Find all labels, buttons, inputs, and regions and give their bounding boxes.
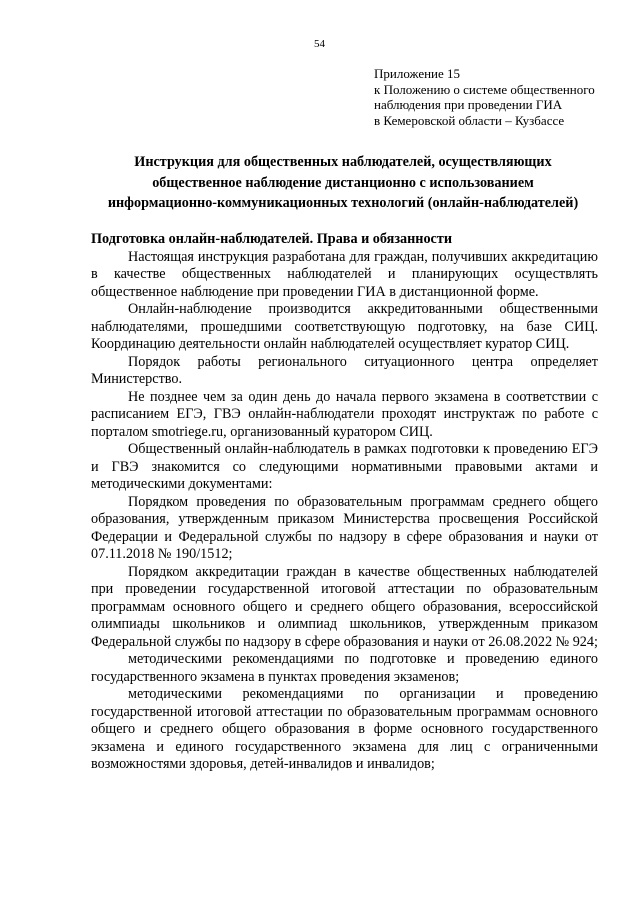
document-title xyxy=(88,152,598,214)
list-item: Порядком проведения по образовательным программам среднего общего образования, утвержденным приказом Министерства просвещения Российской Федерации и Федеральной службы по надзору в сфере образования и науки от 07.11.2018 № 190/1512; xyxy=(91,493,598,562)
title-line: общественное наблюдение дистанционно с использованием xyxy=(152,174,534,191)
section-heading: Подготовка онлайн-наблюдателей. Права и обязанности xyxy=(91,231,452,247)
title-line: Инструкция для общественных наблюдателей, осуществляющих xyxy=(134,154,552,170)
list-item: методическими рекомендациями по организации и проведению государственной итоговой аттестации по образовательным программам основного общего и среднего общего образования в форме основного государственного экзамена и единого государственного экзамена для лиц с ограниченными возможностями здоровья, детей-инвалидов и инвалидов; xyxy=(91,686,598,772)
body-paragraph: Общественный онлайн-наблюдатель в рамках подготовки к проведению ЕГЭ и ГВЭ знакомится со следующими нормативными правовыми актами и методическими документами: xyxy=(91,441,598,492)
list-item: методическими рекомендациями по подготовке и проведению единого государственного экзамена в пунктах проведения экзаменов; xyxy=(91,651,598,685)
appendix-line: Приложение 15 xyxy=(374,66,461,81)
appendix-reference xyxy=(374,66,614,128)
appendix-line: в Кемеровской области – Кузбассе xyxy=(374,112,565,128)
appendix-line: наблюдения при проведении ГИА xyxy=(374,97,563,112)
body-paragraph: Настоящая инструкция разработана для граждан, получивших аккредитацию в качестве общественных наблюдателей и планирующих осуществлять общественное наблюдение при проведении ГИА в дистанционной форме. xyxy=(91,248,598,300)
body-paragraph: Онлайн-наблюдение производится аккредитованными общественными наблюдателями, прошедшими соответствующую подготовку, на базе СИЦ. Координацию деятельности онлайн наблюдателей осуществляет куратор СИЦ. xyxy=(91,301,598,352)
list-item: Порядком аккредитации граждан в качестве общественных наблюдателей при проведении государственной итоговой аттестации по образовательным программам основного общего и среднего общего образования, всероссийской олимпиады школьников и олимпиад школьников, утвержденным приказом Федеральной службы по надзору в сфере образования и науки от 26.08.2022 № 924; xyxy=(91,563,598,650)
document-body xyxy=(91,231,598,774)
title-line: информационно-коммуникационных технологий (онлайн-наблюдателей) xyxy=(107,195,579,211)
body-paragraph: Не позднее чем за один день до начала первого экзамена в соответствии с расписанием ЕГЭ, ГВЭ онлайн-наблюдатели проходят инструктаж по работе с порталом smotriege.ru, организованный куратором СИЦ. xyxy=(91,388,598,440)
body-paragraph: Порядок работы регионального ситуационного центра определяет Министерство. xyxy=(91,353,598,387)
appendix-line: к Положению о системе общественного xyxy=(374,81,595,97)
page-number: 54 xyxy=(314,38,325,50)
